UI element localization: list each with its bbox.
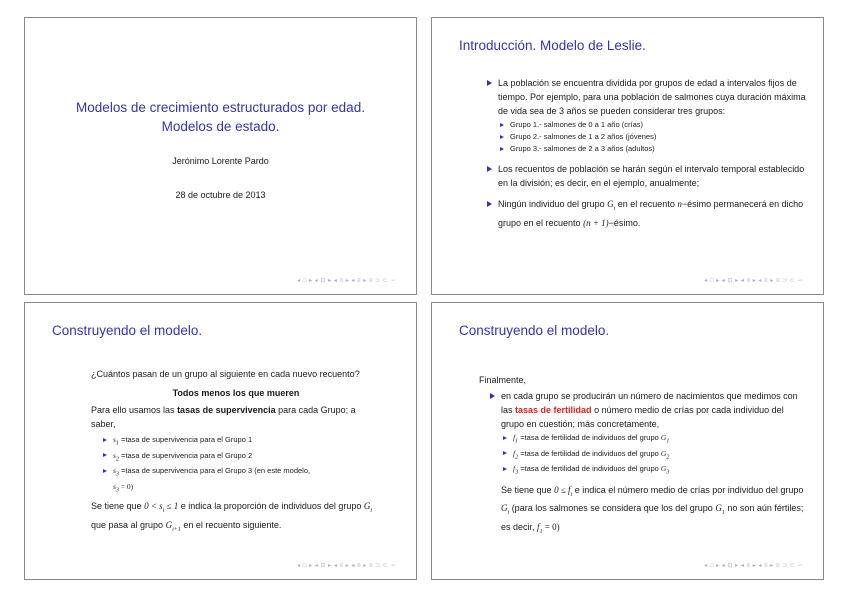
sym: f bbox=[513, 433, 516, 442]
sym: G bbox=[607, 199, 614, 209]
math-gi bbox=[501, 503, 510, 517]
sub: 3 bbox=[515, 469, 519, 476]
sym: s bbox=[113, 435, 116, 444]
sub: 1 bbox=[115, 440, 119, 447]
survival-rate-3 bbox=[101, 465, 381, 496]
sym: s bbox=[113, 466, 116, 475]
sub-bullet-group2: Grupo 2.- salmones de 1 a 2 años (jóvenes) bbox=[498, 131, 808, 143]
text: en el recuento siguiente. bbox=[183, 519, 282, 530]
math-f2 bbox=[513, 449, 518, 458]
bullet-population bbox=[486, 76, 808, 155]
math-n-plus-1: (n + 1) bbox=[583, 217, 609, 228]
author: Jerónimo Lorente Pardo bbox=[172, 156, 269, 166]
sym: f bbox=[513, 448, 516, 458]
sub: i bbox=[370, 507, 373, 514]
sym: G bbox=[363, 501, 371, 511]
finally: Finalmente, bbox=[479, 375, 527, 385]
math-f1 bbox=[513, 433, 519, 445]
slide-title bbox=[24, 17, 417, 295]
sym: 0 < s bbox=[144, 501, 163, 511]
math-g1 bbox=[715, 503, 725, 517]
slide-body bbox=[91, 367, 381, 537]
text: para cada Grupo; a saber, bbox=[91, 405, 356, 429]
slide-building-model-1 bbox=[24, 302, 417, 580]
text: no son aún fértiles; es decir, bbox=[501, 503, 804, 533]
sym: f bbox=[513, 464, 516, 473]
sub: 3 bbox=[115, 487, 119, 493]
sub: 1 bbox=[721, 510, 725, 517]
intro-paragraph bbox=[91, 403, 381, 431]
text: e indica la proporción de individuos del grupo bbox=[180, 501, 362, 511]
sym: G bbox=[165, 519, 173, 530]
math-g2 bbox=[661, 449, 669, 458]
survival-rate-2 bbox=[101, 450, 381, 466]
survival-rate-1 bbox=[101, 434, 381, 450]
sub: i bbox=[570, 491, 573, 498]
sym: s bbox=[113, 481, 116, 491]
navigation-symbols[interactable]: ◂ □ ▸ ◂ ⊡ ▸ ◂ ≡ ▸ ◂ ≡ ▸ ≡ ⊃ ⊂ ∽ bbox=[704, 563, 803, 569]
sub: i bbox=[613, 205, 616, 212]
math-n: n bbox=[677, 199, 682, 209]
bullet-text: La población se encuentra dividida por grupos de edad a intervalos fijos de tiempo. Por ejemplo, para una población de salmones cuya duración máxima de vida sea de 3 años se pueden considerar tres grupos: bbox=[498, 78, 806, 116]
fertility-rate-3 bbox=[501, 463, 809, 479]
sub: 2 bbox=[515, 454, 519, 460]
fertility-term: tasas de fertilidad bbox=[515, 405, 592, 415]
sym: ≤ 1 bbox=[164, 501, 179, 511]
navigation-symbols[interactable]: ◂ □ ▸ ◂ ⊡ ▸ ◂ ≡ ▸ ◂ ≡ ▸ ≡ ⊃ ⊂ ∽ bbox=[704, 278, 803, 284]
sub: 1 bbox=[515, 438, 519, 445]
sub: 1 bbox=[539, 528, 543, 535]
text: =tasa de supervivencia para el Grupo 2 bbox=[121, 450, 253, 460]
navigation-symbols[interactable]: ◂ □ ▸ ◂ ⊡ ▸ ◂ ≡ ▸ ◂ ≡ ▸ ≡ ⊃ ⊂ ∽ bbox=[297, 563, 396, 569]
slide-building-model-2 bbox=[431, 302, 824, 580]
math-s1 bbox=[113, 435, 119, 447]
sub: i+1 bbox=[172, 526, 181, 533]
math-gi bbox=[607, 199, 616, 212]
slide-body bbox=[486, 76, 808, 237]
text: =tasa de fertilidad de individuos del grupo bbox=[520, 448, 659, 458]
sym: G bbox=[660, 433, 667, 442]
sub: 2 bbox=[666, 454, 670, 460]
math-inequality bbox=[554, 484, 573, 498]
math-g1 bbox=[660, 433, 670, 445]
sym: G bbox=[660, 448, 667, 458]
frame-title: Construyendo el modelo. bbox=[459, 323, 610, 338]
fertility-rate-1 bbox=[501, 432, 809, 448]
text: o número medio de crías por cada individuo del grupo en cuestión; más concretamente, bbox=[501, 405, 784, 429]
text: Se tiene que bbox=[501, 484, 552, 495]
text: =tasa de supervivencia para el Grupo 1 bbox=[121, 435, 253, 444]
bullet-no-individual bbox=[486, 197, 808, 230]
math-s3 bbox=[113, 466, 119, 478]
sub: 3 bbox=[666, 469, 670, 476]
math-f3 bbox=[513, 464, 519, 476]
sub-bullet-group1: Grupo 1.- salmones de 0 a 1 año (crías) bbox=[498, 119, 808, 131]
text: =tasa de fertilidad de individuos del grupo bbox=[520, 433, 659, 442]
sub: 3 bbox=[115, 471, 119, 478]
text: (para los salmones se considera que los del grupo bbox=[511, 503, 713, 514]
presentation-title-line2: Modelos de estado. bbox=[161, 119, 280, 134]
title-block bbox=[25, 98, 416, 200]
sym: G bbox=[501, 503, 508, 514]
text: =tasa de fertilidad de individuos del grupo bbox=[520, 464, 659, 473]
math-inequality bbox=[144, 501, 179, 514]
text: Se tiene que bbox=[91, 501, 142, 511]
text: −ésimo. bbox=[608, 217, 641, 228]
sym: 0 ≤ f bbox=[554, 484, 571, 495]
bullet-fertility bbox=[489, 389, 809, 539]
math-gi bbox=[363, 501, 373, 514]
text: e indica el número medio de crías por individuo del grupo bbox=[574, 484, 804, 495]
value: = 0) bbox=[542, 522, 560, 533]
text: Ningún individuo del grupo bbox=[498, 199, 605, 209]
sym: s bbox=[113, 450, 116, 460]
sub: 2 bbox=[115, 456, 119, 462]
sym: G bbox=[660, 464, 667, 473]
sym: G bbox=[715, 503, 722, 514]
text: −ésimo permanecerá en dicho grupo en el recuento bbox=[498, 199, 804, 228]
bold-term: tasas de supervivencia bbox=[177, 405, 276, 415]
text: que pasa al grupo bbox=[91, 519, 164, 530]
fertility-rate-2 bbox=[501, 448, 809, 464]
slide-body bbox=[479, 373, 809, 546]
closing-paragraph bbox=[501, 483, 809, 539]
text: =tasa de supervivencia para el Grupo 3 (en este modelo, bbox=[121, 466, 311, 475]
question: ¿Cuántos pasan de un grupo al siguiente en cada nuevo recuento? bbox=[91, 369, 360, 379]
sub: 1 bbox=[666, 438, 670, 445]
bullet-counts: Los recuentos de población se harán según el intervalo temporal establecido en la división; es decir, en el ejemplo, anualmente; bbox=[486, 162, 808, 190]
math-gi-plus-1 bbox=[165, 519, 181, 533]
presentation-title-line1: Modelos de crecimiento estructurados por edad. bbox=[76, 100, 365, 115]
sub: i bbox=[507, 510, 510, 517]
date: 28 de octubre de 2013 bbox=[175, 190, 266, 200]
text: en cada grupo se producirán un número de nacimientos que medimos con las bbox=[501, 391, 798, 415]
slide-introduction bbox=[431, 17, 824, 295]
math-g3 bbox=[660, 464, 670, 476]
text: Para ello usamos las bbox=[91, 405, 175, 415]
frame-title: Construyendo el modelo. bbox=[52, 323, 203, 338]
value: = 0) bbox=[118, 481, 134, 491]
math-s2 bbox=[113, 451, 119, 460]
frame-title: Introducción. Modelo de Leslie. bbox=[459, 38, 646, 53]
sym: f bbox=[537, 522, 540, 533]
sub: i bbox=[162, 507, 165, 514]
answer-bold: Todos menos los que mueren bbox=[172, 388, 300, 398]
sub-bullet-group3: Grupo 3.- salmones de 2 a 3 años (adultos) bbox=[498, 143, 808, 155]
navigation-symbols[interactable]: ◂ □ ▸ ◂ ⊡ ▸ ◂ ≡ ▸ ◂ ≡ ▸ ≡ ⊃ ⊂ ∽ bbox=[297, 278, 396, 284]
text: en el recuento bbox=[617, 199, 675, 209]
closing-paragraph bbox=[91, 499, 381, 537]
